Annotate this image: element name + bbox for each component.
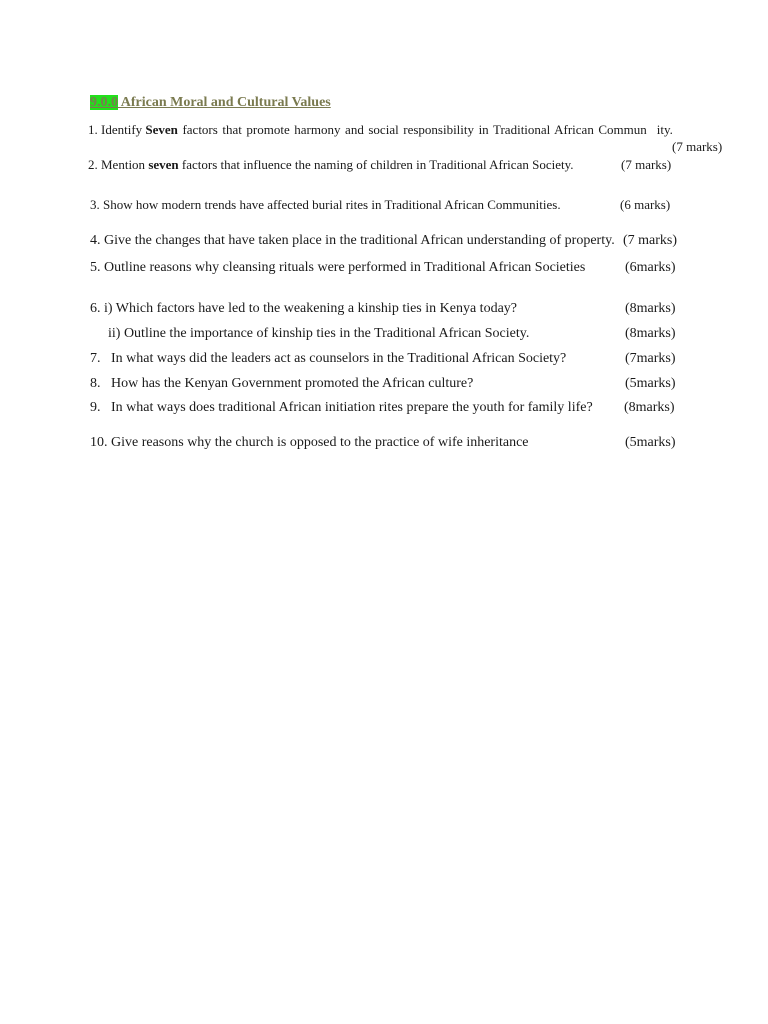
question-9-marks: (8marks) [624,400,675,415]
question-8: 8. How has the Kenyan Government promoted the African culture? [90,376,474,391]
question-6-ii-marks: (8marks) [625,326,676,341]
question-3-marks: (6 marks) [620,197,671,212]
question-9: 9. In what ways does traditional African initiation rites prepare the youth for family life? [90,400,593,415]
question-3: 3. Show how modern trends have affected burial rites in Traditional African Communities. [90,197,561,212]
question-4: 4. Give the changes that have taken place in the traditional African understanding of property. [90,233,615,248]
question-2-marks: (7 marks) [621,157,672,172]
question-10: 10. Give reasons why the church is opposed to the practice of wife inheritance [90,435,529,450]
question-1-marks: (7 marks) [672,139,723,154]
section-title: African Moral and Cultural Values [118,95,331,110]
question-4-marks: (7 marks) [623,233,678,248]
section-heading [90,95,331,111]
question-7: 7. In what ways did the leaders act as counselors in the Traditional African Society? [90,351,567,366]
question-5-marks: (6marks) [625,260,676,275]
question-2: 2. Mention seven factors that influence the naming of children in Traditional African Society. [88,157,574,172]
question-1: 1. Identify Seven factors that promote harmony and social responsibility in Traditional African Commun ity. [88,122,673,137]
question-5: 5. Outline reasons why cleansing rituals were performed in Traditional African Societies [90,260,586,275]
question-8-marks: (5marks) [625,376,676,391]
question-6-ii: ii) Outline the importance of kinship ties in the Traditional African Society. [108,326,530,341]
question-6-i: 6. i) Which factors have led to the weakening a kinship ties in Kenya today? [90,301,517,316]
question-10-marks: (5marks) [625,435,676,450]
section-number: 9.0.0 [90,95,118,110]
question-6-i-marks: (8marks) [625,301,676,316]
question-7-marks: (7marks) [625,351,676,366]
